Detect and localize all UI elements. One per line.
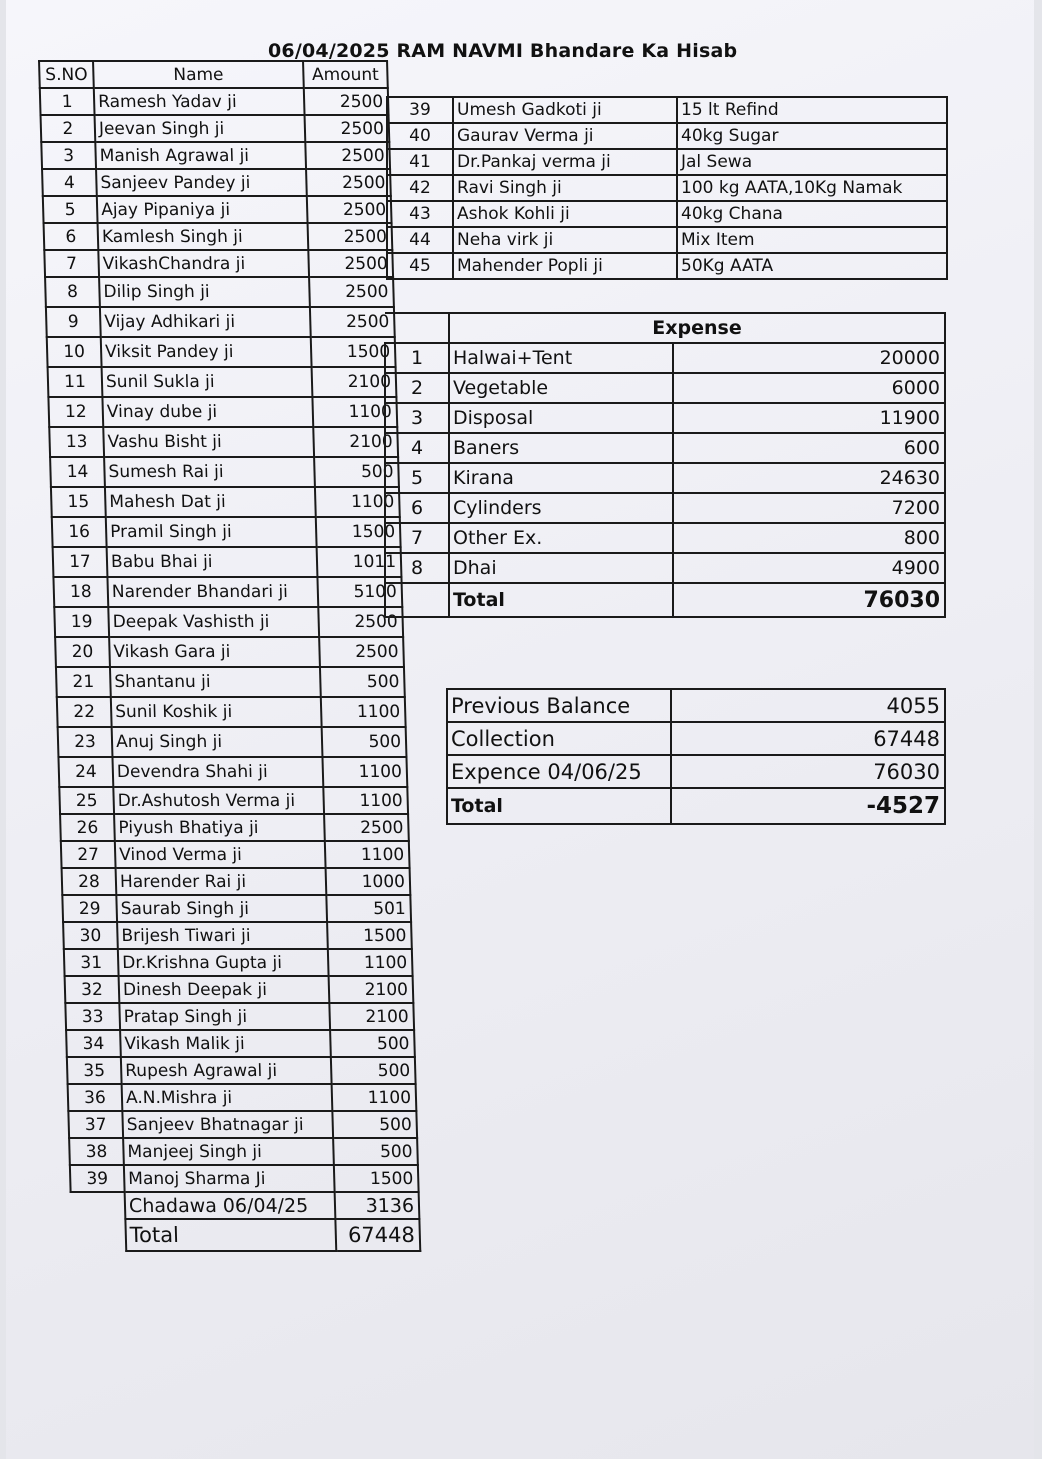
table-row: [54, 607, 403, 637]
table-row: [42, 169, 391, 196]
expense-amount: 24630: [673, 463, 945, 493]
donor-amount: 2500: [305, 142, 390, 169]
donor-total-amount: 67448: [335, 1219, 420, 1251]
balance-total-amount: -4527: [671, 788, 945, 824]
donor-sno: 29: [62, 895, 117, 922]
balance-total-row: [447, 788, 945, 824]
donor-name: Pratap Singh ji: [119, 1003, 330, 1030]
table-row: [62, 895, 411, 922]
donor-name: Ajay Pipaniya ji: [97, 196, 308, 223]
donor-sno: 6: [44, 223, 99, 250]
item-sno: 40: [387, 123, 453, 149]
balance-amount: 4055: [671, 689, 945, 722]
donor-name: Ramesh Yadav ji: [94, 88, 305, 115]
donor-amount: 2500: [309, 277, 394, 307]
donor-amount: 1500: [334, 1165, 419, 1192]
donor-amount: 1100: [321, 697, 406, 727]
item-donation-table: [386, 96, 948, 280]
donor-amount: 2500: [308, 250, 393, 277]
balance-table: [446, 688, 946, 825]
donor-sno: 35: [67, 1057, 122, 1084]
donor-sno: 10: [47, 337, 102, 367]
donor-sno: 26: [60, 814, 115, 841]
expense-item: Vegetable: [449, 373, 673, 403]
donor-sno: 32: [65, 976, 120, 1003]
table-row: [41, 115, 390, 142]
donor-name: Jeevan Singh ji: [95, 115, 306, 142]
item-donor-name: Ravi Singh ji: [453, 175, 677, 201]
expense-sno: 5: [385, 463, 449, 493]
table-row: [52, 517, 401, 547]
table-row: [68, 1111, 417, 1138]
item-donor-name: Mahender Popli ji: [453, 253, 677, 279]
donor-name: Harender Rai ji: [116, 868, 327, 895]
table-row: [385, 403, 945, 433]
donor-sno: 1: [40, 88, 95, 115]
donor-amount: 1100: [315, 487, 400, 517]
header-name: Name: [93, 61, 304, 88]
donor-name: Manish Agrawal ji: [95, 142, 306, 169]
donor-name: Pramil Singh ji: [106, 517, 317, 547]
donor-sno: 23: [58, 727, 113, 757]
donor-name: Vinod Verma ji: [115, 841, 326, 868]
chadawa-spacer: [71, 1192, 126, 1219]
expense-amount: 4900: [673, 553, 945, 583]
balance-label: Collection: [447, 722, 671, 755]
donor-amount: 5100: [317, 577, 402, 607]
total-spacer: [71, 1219, 126, 1251]
item-donor-name: Ashok Kohli ji: [453, 201, 677, 227]
donor-amount: 2100: [313, 427, 398, 457]
donor-amount: 2500: [308, 223, 393, 250]
donor-name: Sunil Sukla ji: [102, 367, 313, 397]
table-row: [62, 868, 411, 895]
donor-name: Rupesh Agrawal ji: [121, 1057, 332, 1084]
table-row: [387, 123, 947, 149]
item-description: 40kg Sugar: [677, 123, 947, 149]
table-row: [53, 577, 402, 607]
donor-name: Anuj Singh ji: [112, 727, 323, 757]
expense-table: [384, 312, 946, 618]
table-row: [447, 689, 945, 722]
donor-name: Brijesh Tiwari ji: [117, 922, 328, 949]
table-row: [70, 1165, 419, 1192]
expense-item: Other Ex.: [449, 523, 673, 553]
table-row: [385, 553, 945, 583]
expense-sno: 4: [385, 433, 449, 463]
item-sno: 44: [387, 227, 453, 253]
table-row: [59, 787, 408, 814]
expense-sno: 3: [385, 403, 449, 433]
donor-name: VikashChandra ji: [98, 250, 309, 277]
table-row: [65, 1003, 414, 1030]
donor-sno: 30: [63, 922, 118, 949]
donor-amount: 2500: [304, 88, 389, 115]
donor-sno: 11: [48, 367, 103, 397]
table-row: [447, 722, 945, 755]
expense-heading: Expense: [449, 313, 945, 343]
expense-amount: 6000: [673, 373, 945, 403]
table-row: [385, 523, 945, 553]
table-row: [58, 727, 407, 757]
donor-amount: 500: [330, 1030, 415, 1057]
table-row: [47, 337, 396, 367]
expense-amount: 600: [673, 433, 945, 463]
donor-name: Kamlesh Singh ji: [98, 223, 309, 250]
expense-sno: 8: [385, 553, 449, 583]
donor-total-row: [71, 1219, 420, 1251]
table-row: [51, 487, 400, 517]
donor-amount: 2500: [305, 115, 390, 142]
table-row: [43, 196, 392, 223]
donor-amount: 501: [326, 895, 411, 922]
expense-sno: 2: [385, 373, 449, 403]
table-row: [387, 227, 947, 253]
expense-total-row: [385, 583, 945, 617]
expense-sno: 6: [385, 493, 449, 523]
donor-amount: 500: [331, 1057, 416, 1084]
donor-name: Sumesh Rai ji: [104, 457, 315, 487]
donor-name: Manjeej Singh ji: [123, 1138, 334, 1165]
expense-item: Disposal: [449, 403, 673, 433]
table-row: [66, 1030, 415, 1057]
donor-name: Dilip Singh ji: [99, 277, 310, 307]
expense-sno: 1: [385, 343, 449, 373]
table-row: [40, 88, 389, 115]
table-row: [46, 307, 395, 337]
expense-total-spacer: [385, 583, 449, 617]
donor-sno: 37: [68, 1111, 123, 1138]
donor-amount: 1100: [325, 841, 410, 868]
donor-sno: 33: [65, 1003, 120, 1030]
page-title: 06/04/2025 RAM NAVMI Bhandare Ka Hisab: [268, 40, 738, 62]
expense-heading-row: [385, 313, 945, 343]
donor-sno: 16: [52, 517, 107, 547]
donor-amount: 500: [314, 457, 399, 487]
donor-sno: 34: [66, 1030, 121, 1057]
donor-sno: 17: [53, 547, 108, 577]
donor-name: Devendra Shahi ji: [112, 757, 323, 787]
donor-name: Vashu Bisht ji: [103, 427, 314, 457]
donor-sno: 39: [70, 1165, 125, 1192]
table-row: [49, 427, 398, 457]
donor-name: A.N.Mishra ji: [122, 1084, 333, 1111]
table-row: [385, 343, 945, 373]
table-row: [69, 1138, 418, 1165]
donor-name: Dinesh Deepak ji: [119, 976, 330, 1003]
item-donor-name: Dr.Pankaj verma ji: [453, 149, 677, 175]
donor-sno: 5: [43, 196, 98, 223]
chadawa-row: [71, 1192, 420, 1219]
expense-item: Dhai: [449, 553, 673, 583]
donor-header-row: [39, 61, 388, 88]
donor-name: Sanjeev Bhatnagar ji: [122, 1111, 333, 1138]
item-description: Mix Item: [677, 227, 947, 253]
donor-amount: 2500: [324, 814, 409, 841]
table-row: [65, 976, 414, 1003]
donor-sno: 31: [64, 949, 119, 976]
balance-label: Previous Balance: [447, 689, 671, 722]
item-description: 100 kg AATA,10Kg Namak: [677, 175, 947, 201]
table-row: [45, 277, 394, 307]
donor-sno: 14: [50, 457, 105, 487]
donor-sno: 2: [41, 115, 96, 142]
header-amount: Amount: [303, 61, 388, 88]
donor-name: Narender Bhandari ji: [107, 577, 318, 607]
table-row: [68, 1084, 417, 1111]
item-description: 15 lt Refind: [677, 97, 947, 123]
table-row: [447, 755, 945, 788]
table-row: [387, 201, 947, 227]
expense-amount: 11900: [673, 403, 945, 433]
table-row: [48, 367, 397, 397]
table-row: [387, 97, 947, 123]
donor-name: Shantanu ji: [110, 667, 321, 697]
item-sno: 45: [387, 253, 453, 279]
table-row: [55, 637, 404, 667]
donor-name: Dr.Ashutosh Verma ji: [113, 787, 324, 814]
balance-amount: 67448: [671, 722, 945, 755]
donor-sno: 27: [61, 841, 116, 868]
donor-amount: 1100: [312, 397, 397, 427]
donor-name: Deepak Vashisth ji: [108, 607, 319, 637]
donor-amount: 500: [333, 1138, 418, 1165]
donor-sno: 7: [44, 250, 99, 277]
donor-amount: 500: [332, 1111, 417, 1138]
expense-item: Kirana: [449, 463, 673, 493]
donor-name: Saurab Singh ji: [116, 895, 327, 922]
item-description: 50Kg AATA: [677, 253, 947, 279]
item-donor-name: Neha virk ji: [453, 227, 677, 253]
expense-total-amount: 76030: [673, 583, 945, 617]
donor-sno: 9: [46, 307, 101, 337]
table-row: [67, 1057, 416, 1084]
table-row: [58, 757, 407, 787]
donor-sno: 24: [58, 757, 113, 787]
donor-sno: 12: [48, 397, 103, 427]
chadawa-amount: 3136: [335, 1192, 420, 1219]
donor-name: Babu Bhai ji: [107, 547, 318, 577]
table-row: [44, 223, 393, 250]
donor-amount: 2500: [306, 169, 391, 196]
donor-sno: 18: [53, 577, 108, 607]
donor-name: Viksit Pandey ji: [101, 337, 312, 367]
donor-sno: 3: [41, 142, 96, 169]
donor-sno: 22: [57, 697, 112, 727]
donor-amount: 1100: [322, 757, 407, 787]
donor-name: Dr.Krishna Gupta ji: [118, 949, 329, 976]
donor-sno: 28: [62, 868, 117, 895]
table-row: [50, 457, 399, 487]
donor-amount: 1100: [323, 787, 408, 814]
expense-amount: 20000: [673, 343, 945, 373]
header-sno: S.NO: [39, 61, 94, 88]
donor-sno: 13: [49, 427, 104, 457]
donor-amount: 1100: [328, 949, 413, 976]
donor-name: Mahesh Dat ji: [105, 487, 316, 517]
item-sno: 43: [387, 201, 453, 227]
donor-amount: 2500: [318, 607, 403, 637]
donor-amount: 2500: [319, 637, 404, 667]
item-description: 40kg Chana: [677, 201, 947, 227]
table-row: [385, 433, 945, 463]
expense-item: Baners: [449, 433, 673, 463]
donor-table: [38, 60, 421, 1252]
donor-name: Vikash Gara ji: [109, 637, 320, 667]
expense-item: Halwai+Tent: [449, 343, 673, 373]
table-row: [385, 493, 945, 523]
donor-amount: 1500: [327, 922, 412, 949]
table-row: [41, 142, 390, 169]
donor-amount: 500: [320, 667, 405, 697]
donor-sno: 20: [55, 637, 110, 667]
table-row: [60, 814, 409, 841]
table-row: [385, 463, 945, 493]
expense-item: Cylinders: [449, 493, 673, 523]
donor-amount: 2500: [307, 196, 392, 223]
donor-amount: 2100: [329, 976, 414, 1003]
donor-sno: 25: [59, 787, 114, 814]
donor-amount: 1011: [317, 547, 402, 577]
expense-amount: 800: [673, 523, 945, 553]
table-row: [385, 373, 945, 403]
table-row: [57, 697, 406, 727]
donor-amount: 500: [322, 727, 407, 757]
expense-total-label: Total: [449, 583, 673, 617]
donor-name: Piyush Bhatiya ji: [114, 814, 325, 841]
balance-label: Expence 04/06/25: [447, 755, 671, 788]
donor-sno: 36: [68, 1084, 123, 1111]
donor-amount: 2500: [310, 307, 395, 337]
donor-amount: 1100: [332, 1084, 417, 1111]
expense-amount: 7200: [673, 493, 945, 523]
item-description: Jal Sewa: [677, 149, 947, 175]
balance-total-label: Total: [447, 788, 671, 824]
item-donor-name: Umesh Gadkoti ji: [453, 97, 677, 123]
expense-heading-spacer: [385, 313, 449, 343]
donor-name: Sunil Koshik ji: [111, 697, 322, 727]
donor-amount: 1500: [311, 337, 396, 367]
table-row: [44, 250, 393, 277]
donor-name: Vinay dube ji: [102, 397, 313, 427]
donor-amount: 1000: [326, 868, 411, 895]
chadawa-label: Chadawa 06/04/25: [125, 1192, 336, 1219]
donor-amount: 2100: [329, 1003, 414, 1030]
expense-sno: 7: [385, 523, 449, 553]
item-sno: 39: [387, 97, 453, 123]
table-row: [387, 253, 947, 279]
table-row: [56, 667, 405, 697]
table-row: [48, 397, 397, 427]
item-donor-name: Gaurav Verma ji: [453, 123, 677, 149]
donor-name: Manoj Sharma Ji: [124, 1165, 335, 1192]
item-sno: 42: [387, 175, 453, 201]
item-sno: 41: [387, 149, 453, 175]
table-row: [53, 547, 402, 577]
table-row: [387, 175, 947, 201]
donor-sno: 21: [56, 667, 111, 697]
donor-sno: 8: [45, 277, 100, 307]
donor-name: Sanjeev Pandey ji: [96, 169, 307, 196]
table-row: [64, 949, 413, 976]
balance-amount: 76030: [671, 755, 945, 788]
donor-name: Vijay Adhikari ji: [100, 307, 311, 337]
table-row: [387, 149, 947, 175]
donor-sno: 4: [42, 169, 97, 196]
donor-amount: 1500: [316, 517, 401, 547]
donor-sno: 15: [51, 487, 106, 517]
table-row: [61, 841, 410, 868]
table-row: [63, 922, 412, 949]
donor-sno: 38: [69, 1138, 124, 1165]
donor-total-label: Total: [125, 1219, 336, 1251]
donor-name: Vikash Malik ji: [120, 1030, 331, 1057]
donor-sno: 19: [54, 607, 109, 637]
donor-amount: 2100: [312, 367, 397, 397]
